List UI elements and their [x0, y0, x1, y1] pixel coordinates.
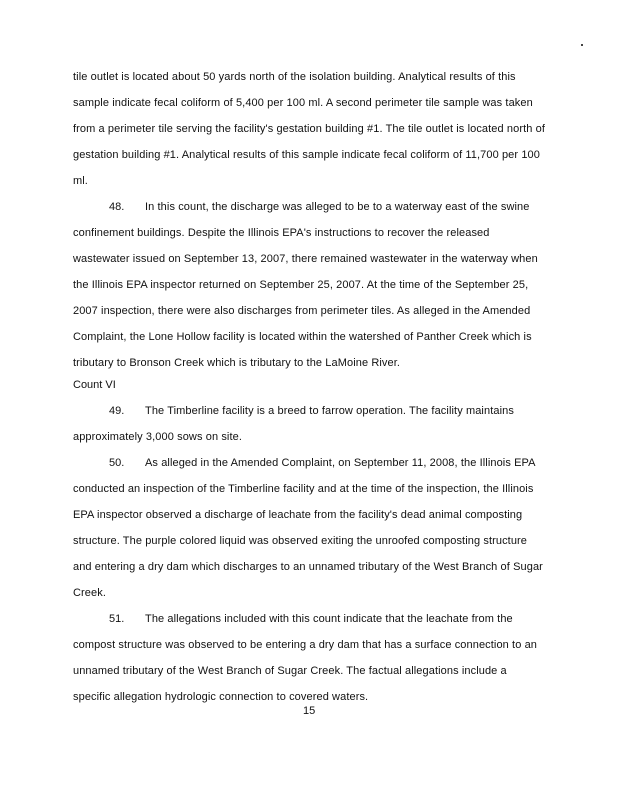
body-line: gestation building #1. Analytical results of this sample indicate fecal coliform of 11,700 per 100 [73, 149, 540, 161]
paragraph-49-line: approximately 3,000 sows on site. [73, 431, 242, 443]
paragraph-48-first-line: In this count, the discharge was alleged to be to a waterway east of the swine [145, 201, 530, 213]
paragraph-50-line: conducted an inspection of the Timberline facility and at the time of the inspection, the Illinois [73, 483, 534, 495]
paragraph-50-first-line: As alleged in the Amended Complaint, on September 11, 2008, the Illinois EPA [145, 457, 536, 469]
paragraph-51-first-line: The allegations included with this count indicate that the leachate from the [145, 613, 513, 625]
body-line: from a perimeter tile serving the facility's gestation building #1. The tile outlet is located north of [73, 123, 545, 135]
paragraph-50-line: EPA inspector observed a discharge of leachate from the facility's dead animal composting [73, 509, 523, 521]
paragraph-number-50: 50. [109, 457, 125, 469]
paragraph-number-48: 48. [109, 201, 125, 213]
paragraph-48-line: the Illinois EPA inspector returned on September 25, 2007. At the time of the September 25, [73, 279, 529, 291]
paragraph-51-line: unnamed tributary of the West Branch of Sugar Creek. The factual allegations include a [73, 665, 507, 677]
paragraph-51-line: compost structure was observed to be entering a dry dam that has a surface connection to an [73, 639, 538, 651]
paragraph-51-line: specific allegation hydrologic connection to covered waters. [73, 691, 369, 703]
paragraph-48-line: confinement buildings. Despite the Illinois EPA's instructions to recover the released [73, 227, 490, 239]
paragraph-48-line: 2007 inspection, there were also discharges from perimeter tiles. As alleged in the Amended [73, 305, 531, 317]
count-heading: Count VI [73, 379, 116, 391]
paragraph-number-51: 51. [109, 613, 125, 625]
paragraph-49-first-line: The Timberline facility is a breed to farrow operation. The facility maintains [145, 405, 514, 417]
paragraph-48-line: wastewater issued on September 13, 2007, there remained wastewater in the waterway when [73, 253, 538, 265]
paragraph-number-49: 49. [109, 405, 125, 417]
paragraph-48-line: tributary to Bronson Creek which is tributary to the LaMoine River. [73, 357, 401, 369]
paragraph-48-line: Complaint, the Lone Hollow facility is located within the watershed of Panther Creek which is [73, 331, 532, 343]
body-line: sample indicate fecal coliform of 5,400 per 100 ml. A second perimeter tile sample was taken [73, 97, 533, 109]
paragraph-50-line: structure. The purple colored liquid was observed exiting the unroofed composting structure [73, 535, 528, 547]
body-line: ml. [73, 175, 88, 187]
paragraph-50-line: and entering a dry dam which discharges to an unnamed tributary of the West Branch of Sugar [73, 561, 543, 573]
paragraph-50-line: Creek. [73, 587, 106, 599]
scan-mark [581, 44, 583, 46]
body-line: tile outlet is located about 50 yards north of the isolation building. Analytical results of this [73, 71, 516, 83]
page-number: 15 [303, 705, 316, 717]
